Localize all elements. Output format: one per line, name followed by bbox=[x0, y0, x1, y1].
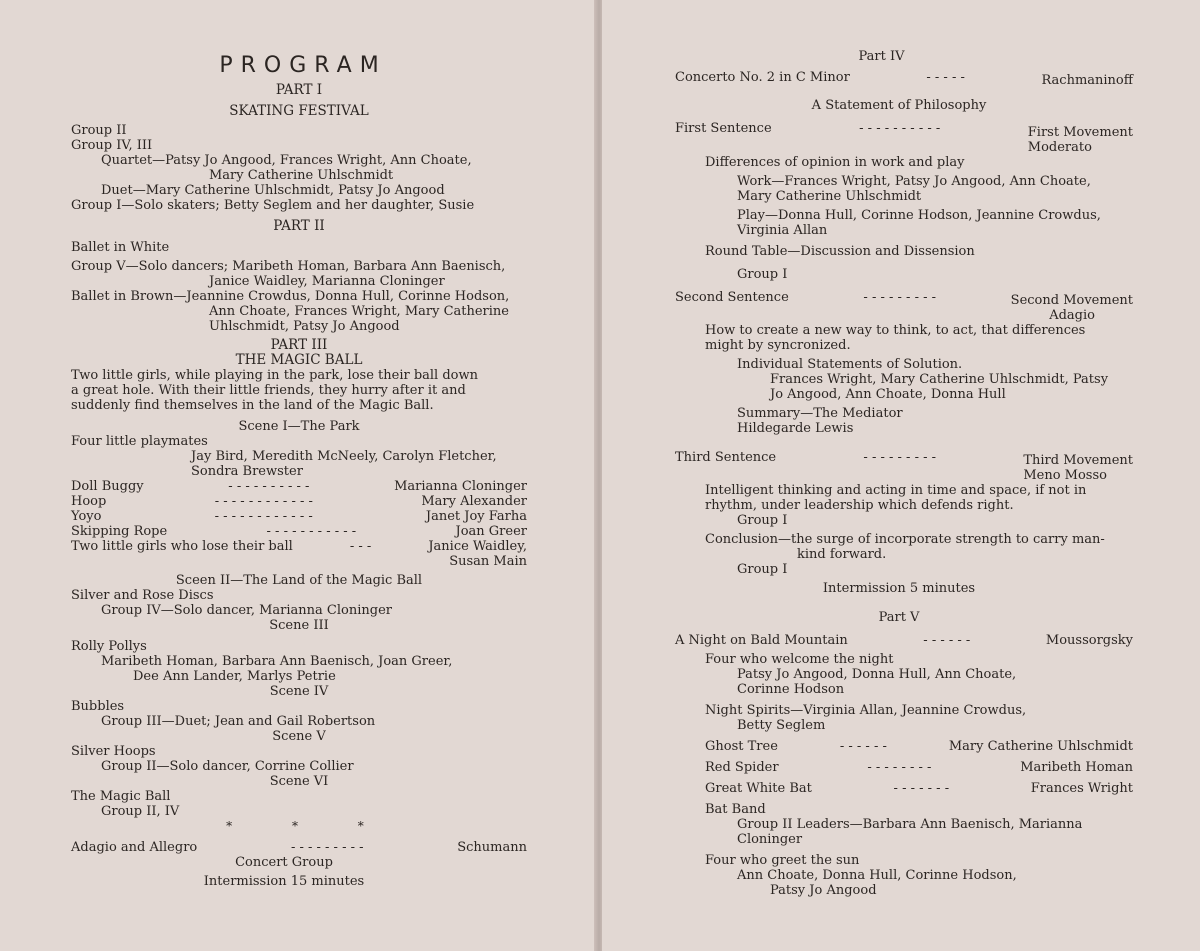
welcome: Four who welcome the night bbox=[705, 652, 894, 667]
intermission: Intermission 5 minutes bbox=[822, 581, 976, 596]
right-page bbox=[602, 0, 1200, 951]
sentence-row bbox=[675, 290, 1133, 323]
differences: Differences of opinion in work and play bbox=[705, 155, 965, 170]
ballet-brown-line: Ann Choate, Frances Wright, Mary Catherine bbox=[209, 304, 509, 319]
role-row bbox=[675, 781, 1133, 796]
sentence-label: Second Sentence bbox=[675, 290, 789, 305]
role-row bbox=[675, 760, 1133, 775]
sentence-row bbox=[675, 450, 1133, 483]
role-row bbox=[71, 509, 527, 524]
magic-ball: The Magic Ball bbox=[71, 789, 171, 804]
piece-title: A Night on Bald Mountain bbox=[675, 633, 848, 648]
role-name: Doll Buggy bbox=[71, 479, 144, 494]
round-table: Round Table—Discussion and Dissension bbox=[705, 244, 975, 259]
part4-heading: Part IV bbox=[858, 49, 905, 64]
role-row bbox=[675, 739, 1133, 754]
piece-title: Concerto No. 2 in C Minor bbox=[675, 70, 850, 85]
composer: Schumann bbox=[457, 840, 527, 855]
ballet-brown-line: Uhlschmidt, Patsy Jo Angood bbox=[209, 319, 400, 334]
concert-group: Concert Group bbox=[235, 855, 333, 870]
program-line: Group II bbox=[71, 123, 127, 138]
role-name: Two little girls who lose their ball bbox=[71, 539, 293, 554]
role-row bbox=[71, 524, 527, 539]
movement-name: Third Movement bbox=[1023, 453, 1133, 468]
composer: Rachmaninoff bbox=[1041, 73, 1133, 88]
scene3-heading: Scene III bbox=[269, 618, 329, 633]
part3-heading: PART III bbox=[270, 337, 328, 353]
bat-group: Cloninger bbox=[737, 832, 803, 847]
rolly-pollys: Rolly Pollys bbox=[71, 639, 147, 654]
part2-heading: PART II bbox=[273, 218, 325, 234]
movement-tempo: Adagio bbox=[1049, 308, 1095, 323]
leader-dots: - - - - - - - - - - - bbox=[266, 524, 357, 539]
bald-row bbox=[675, 633, 1133, 648]
concerto-row bbox=[675, 70, 1133, 88]
statement: A Statement of Philosophy bbox=[811, 98, 987, 113]
welcome-names: Patsy Jo Angood, Donna Hull, Ann Choate, bbox=[737, 667, 1017, 682]
performer-name: Mary Catherine Uhlschmidt bbox=[948, 739, 1133, 754]
work-line: Work—Frances Wright, Patsy Jo Angood, Ann Choate, bbox=[737, 174, 1091, 189]
right-column bbox=[675, 49, 1133, 898]
individual: Individual Statements of Solution. bbox=[737, 357, 963, 372]
role-row bbox=[71, 479, 527, 494]
leader-dots: - - - - - - - - - - bbox=[228, 479, 310, 494]
left-page bbox=[0, 0, 596, 951]
playmates-label: Four little playmates bbox=[71, 434, 208, 449]
group-label: Group I bbox=[737, 562, 788, 577]
playmates-names: Sondra Brewster bbox=[191, 464, 303, 479]
performer-name: Frances Wright bbox=[1030, 781, 1133, 796]
quartet-line: Mary Catherine Uhlschmidt bbox=[209, 168, 394, 183]
greet: Four who greet the sun bbox=[705, 853, 860, 868]
leader-dots: - - - - - - - - - - - - bbox=[214, 494, 313, 509]
role-name: Red Spider bbox=[705, 760, 779, 775]
role-name: Great White Bat bbox=[705, 781, 812, 796]
part5-heading: Part V bbox=[878, 610, 920, 625]
silver-rose: Silver and Rose Discs bbox=[71, 588, 214, 603]
summary-name: Hildegarde Lewis bbox=[737, 421, 854, 436]
performer-name: Susan Main bbox=[449, 554, 527, 569]
asterisk-divider: * * * bbox=[226, 819, 392, 833]
role-row bbox=[71, 539, 527, 569]
quartet-line: Quartet—Patsy Jo Angood, Frances Wright, Ann Choate, bbox=[101, 153, 472, 168]
bat-group: Group II Leaders—Barbara Ann Baenisch, Marianna bbox=[737, 817, 1083, 832]
leader-dots: - - - - - - - - - bbox=[863, 290, 937, 305]
conclusion-line: Conclusion—the surge of incorporate strength to carry man- bbox=[705, 532, 1105, 547]
individual-names: Jo Angood, Ann Choate, Donna Hull bbox=[770, 387, 1006, 402]
how-line: might by syncronized. bbox=[705, 338, 851, 353]
performer-name: Maribeth Homan bbox=[1020, 760, 1133, 775]
performer-name: Janet Joy Farha bbox=[425, 509, 527, 524]
intelligent-line: rhythm, under leadership which defends right. bbox=[705, 498, 1014, 513]
performer-name: Joan Greer bbox=[455, 524, 527, 539]
hoops-group: Group II—Solo dancer, Corrine Collier bbox=[101, 759, 354, 774]
role-name: Hoop bbox=[71, 494, 107, 509]
role-name: Skipping Rope bbox=[71, 524, 168, 539]
part1-subheading: SKATING FESTIVAL bbox=[229, 103, 369, 119]
group1-line: Group I—Solo skaters; Betty Seglem and her daughter, Susie bbox=[71, 198, 475, 213]
group5-line: Group V—Solo dancers; Maribeth Homan, Barbara Ann Baenisch, bbox=[71, 259, 506, 274]
composer: Moussorgsky bbox=[1045, 633, 1133, 648]
ballet-brown-line: Ballet in Brown—Jeannine Crowdus, Donna Hull, Corinne Hodson, bbox=[71, 289, 510, 304]
leader-dots: - - - bbox=[349, 539, 372, 554]
magic-group: Group II, IV bbox=[101, 804, 180, 819]
playmates-names: Jay Bird, Meredith McNeely, Carolyn Fletcher, bbox=[191, 449, 497, 464]
role-name: Yoyo bbox=[71, 509, 102, 524]
greet-names: Patsy Jo Angood bbox=[770, 883, 877, 898]
conclusion-line: kind forward. bbox=[797, 547, 887, 562]
performer-name: Janice Waidley, bbox=[428, 539, 527, 554]
leader-dots: - - - - - - - - - bbox=[863, 450, 937, 465]
leader-dots: - - - - - - bbox=[923, 633, 971, 648]
scene2-heading: Sceen II—The Land of the Magic Ball bbox=[175, 573, 423, 588]
leader-dots: - - - - - - - - - - bbox=[859, 121, 941, 136]
performer-name: Marianna Cloninger bbox=[394, 479, 527, 494]
duet-line: Duet—Mary Catherine Uhlschmidt, Patsy Jo Angood bbox=[101, 183, 445, 198]
sentence-row bbox=[675, 121, 1133, 155]
movement-tempo: Moderato bbox=[1027, 140, 1092, 155]
movement bbox=[1023, 450, 1133, 483]
leader-dots: - - - - - - - - bbox=[867, 760, 932, 775]
leader-dots: - - - - - - - - - - - - bbox=[214, 509, 313, 524]
piece-title: Adagio and Allegro bbox=[71, 840, 198, 855]
movement bbox=[1011, 290, 1133, 323]
part1-heading: PART I bbox=[275, 82, 323, 98]
movement-tempo: Meno Mosso bbox=[1023, 468, 1107, 483]
role-name: Ghost Tree bbox=[705, 739, 778, 754]
summary: Summary—The Mediator bbox=[737, 406, 903, 421]
leader-dots: - - - - - - - bbox=[893, 781, 950, 796]
spirits-line: Betty Seglem bbox=[737, 718, 826, 733]
leader-dots: - - - - - - - - - bbox=[290, 840, 364, 855]
greet-names: Ann Choate, Donna Hull, Corinne Hodson, bbox=[737, 868, 1017, 883]
synopsis-line: a great hole. With their little friends, they hurry after it and bbox=[71, 383, 466, 398]
bubbles-group: Group III—Duet; Jean and Gail Robertson bbox=[101, 714, 376, 729]
movement bbox=[1028, 121, 1133, 155]
leader-dots: - - - - - bbox=[926, 70, 965, 85]
spirits-line: Night Spirits—Virginia Allan, Jeannine Crowdus, bbox=[705, 703, 1027, 718]
adagio-row bbox=[71, 840, 527, 855]
individual-names: Frances Wright, Mary Catherine Uhlschmidt, Patsy bbox=[770, 372, 1109, 387]
synopsis-line: suddenly find themselves in the land of the Magic Ball. bbox=[71, 398, 434, 413]
welcome-names: Corinne Hodson bbox=[737, 682, 845, 697]
performer-name: Mary Alexander bbox=[421, 494, 527, 509]
bubbles: Bubbles bbox=[71, 699, 125, 714]
group5-line: Janice Waidley, Marianna Cloninger bbox=[209, 274, 445, 289]
group-label: Group I bbox=[737, 267, 788, 282]
silver-hoops: Silver Hoops bbox=[71, 744, 156, 759]
scene6-heading: Scene VI bbox=[269, 774, 329, 789]
scene5-heading: Scene V bbox=[272, 729, 326, 744]
program-line: Group IV, III bbox=[71, 138, 153, 153]
program-title: PROGRAM bbox=[219, 53, 387, 78]
sentence-label: Third Sentence bbox=[675, 450, 777, 465]
intelligent-line: Intelligent thinking and acting in time and space, if not in bbox=[705, 483, 1087, 498]
movement-name: Second Movement bbox=[1010, 293, 1133, 308]
synopsis-line: Two little girls, while playing in the park, lose their ball down bbox=[71, 368, 478, 383]
intermission: Intermission 15 minutes bbox=[203, 874, 365, 889]
left-column bbox=[71, 0, 527, 889]
how-line: How to create a new way to think, to act, that differences bbox=[705, 323, 1086, 338]
bat-band: Bat Band bbox=[705, 802, 766, 817]
scene1-heading: Scene I—The Park bbox=[238, 419, 360, 434]
scene4-heading: Scene IV bbox=[269, 684, 329, 699]
leader-dots: - - - - - - bbox=[839, 739, 887, 754]
group-label: Group I bbox=[737, 513, 788, 528]
part3-subheading: THE MAGIC BALL bbox=[235, 352, 363, 368]
performer-names bbox=[428, 539, 527, 569]
sentence-label: First Sentence bbox=[675, 121, 772, 136]
ballet-white: Ballet in White bbox=[71, 240, 170, 255]
movement-name: First Movement bbox=[1027, 125, 1133, 140]
play-line: Play—Donna Hull, Corinne Hodson, Jeannine Crowdus, bbox=[737, 208, 1101, 223]
role-row bbox=[71, 494, 527, 509]
play-line: Virginia Allan bbox=[737, 223, 828, 238]
rolly-names: Dee Ann Lander, Marlys Petrie bbox=[133, 669, 336, 684]
rolly-names: Maribeth Homan, Barbara Ann Baenisch, Joan Greer, bbox=[101, 654, 453, 669]
work-line: Mary Catherine Uhlschmidt bbox=[737, 189, 922, 204]
group4-solo: Group IV—Solo dancer, Marianna Cloninger bbox=[101, 603, 392, 618]
